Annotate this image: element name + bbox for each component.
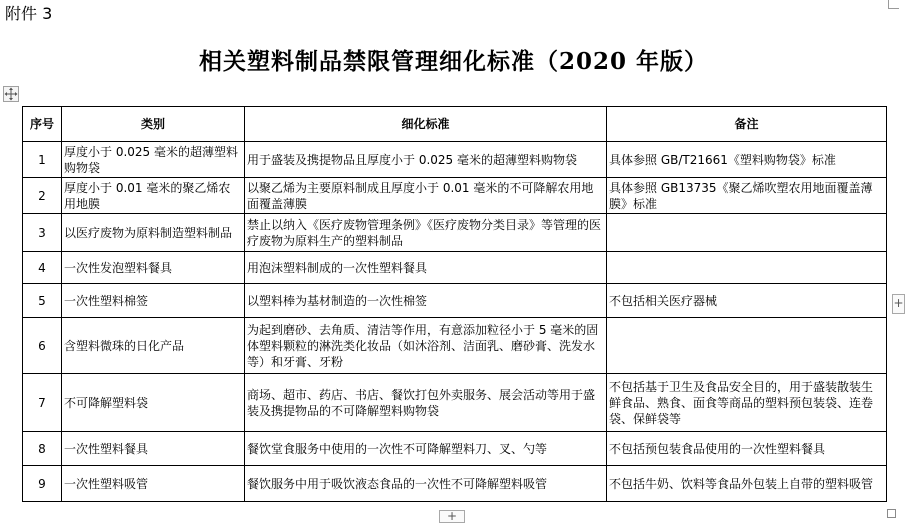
table-row xyxy=(23,178,887,214)
row-standard: 为起到磨砂、去角质、清洁等作用，有意添加粒径小于 5 毫米的固体塑料颗粒的淋洗类化妆品（如沐浴剂、洁面乳、磨砂膏、洗发水等）和牙膏、牙粉 xyxy=(245,318,607,374)
row-no: 4 xyxy=(23,252,62,284)
row-standard: 用泡沫塑料制成的一次性塑料餐具 xyxy=(245,252,607,284)
row-no: 7 xyxy=(23,374,62,432)
row-no: 6 xyxy=(23,318,62,374)
row-standard: 餐饮服务中用于吸饮液态食品的一次性不可降解塑料吸管 xyxy=(245,466,607,502)
row-remark xyxy=(607,318,887,374)
row-standard: 商场、超市、药店、书店、餐饮打包外卖服务、展会活动等用于盛装及携提物品的不可降解塑料购物袋 xyxy=(245,374,607,432)
row-remark xyxy=(607,252,887,284)
row-category: 不可降解塑料袋 xyxy=(62,374,245,432)
row-standard: 餐饮堂食服务中使用的一次性不可降解塑料刀、叉、勺等 xyxy=(245,432,607,466)
row-standard: 以塑料棒为基材制造的一次性棉签 xyxy=(245,284,607,318)
table-row xyxy=(23,214,887,252)
add-row-button[interactable]: + xyxy=(439,510,465,523)
header-no: 序号 xyxy=(23,107,62,142)
row-remark: 具体参照 GB/T21661《塑料购物袋》标准 xyxy=(607,142,887,178)
row-category: 一次性塑料餐具 xyxy=(62,432,245,466)
row-no: 9 xyxy=(23,466,62,502)
row-no: 1 xyxy=(23,142,62,178)
add-column-button[interactable]: + xyxy=(892,294,905,314)
row-category: 一次性塑料棉签 xyxy=(62,284,245,318)
row-remark: 不包括预包装食品使用的一次性塑料餐具 xyxy=(607,432,887,466)
four-way-arrow-icon xyxy=(4,87,18,101)
table-row xyxy=(23,252,887,284)
row-no: 8 xyxy=(23,432,62,466)
document-title: 相关塑料制品禁限管理细化标准（2020 年版） xyxy=(198,48,709,75)
table-row xyxy=(23,466,887,502)
row-remark: 不包括基于卫生及食品安全目的，用于盛装散装生鲜食品、熟食、面食等商品的塑料预包装袋、连卷袋、保鲜袋等 xyxy=(607,374,887,432)
standards-table xyxy=(22,106,887,502)
row-standard: 禁止以纳入《医疗废物管理条例》《医疗废物分类目录》等管理的医疗废物为原料生产的塑料制品 xyxy=(245,214,607,252)
header-standard: 细化标准 xyxy=(245,107,607,142)
table-row xyxy=(23,432,887,466)
row-category: 厚度小于 0.01 毫米的聚乙烯农用地膜 xyxy=(62,178,245,214)
row-remark: 不包括相关医疗器械 xyxy=(607,284,887,318)
row-category: 一次性发泡塑料餐具 xyxy=(62,252,245,284)
row-standard: 以聚乙烯为主要原料制成且厚度小于 0.01 毫米的不可降解农用地面覆盖薄膜 xyxy=(245,178,607,214)
table-move-handle[interactable] xyxy=(3,86,19,102)
row-category: 含塑料微珠的日化产品 xyxy=(62,318,245,374)
page-corner-mark xyxy=(888,0,899,9)
header-remark: 备注 xyxy=(607,107,887,142)
row-remark xyxy=(607,214,887,252)
table-row xyxy=(23,142,887,178)
attachment-label: 附件 3 xyxy=(5,4,53,23)
row-category: 厚度小于 0.025 毫米的超薄塑料购物袋 xyxy=(62,142,245,178)
table-row xyxy=(23,284,887,318)
header-category: 类别 xyxy=(62,107,245,142)
table-row xyxy=(23,318,887,374)
table-resize-handle[interactable] xyxy=(887,509,896,518)
table-header-row xyxy=(23,107,887,142)
row-category: 一次性塑料吸管 xyxy=(62,466,245,502)
row-remark: 不包括牛奶、饮料等食品外包装上自带的塑料吸管 xyxy=(607,466,887,502)
row-no: 3 xyxy=(23,214,62,252)
row-no: 2 xyxy=(23,178,62,214)
row-remark: 具体参照 GB13735《聚乙烯吹塑农用地面覆盖薄膜》标准 xyxy=(607,178,887,214)
table-row xyxy=(23,374,887,432)
row-no: 5 xyxy=(23,284,62,318)
row-category: 以医疗废物为原料制造塑料制品 xyxy=(62,214,245,252)
row-standard: 用于盛装及携提物品且厚度小于 0.025 毫米的超薄塑料购物袋 xyxy=(245,142,607,178)
